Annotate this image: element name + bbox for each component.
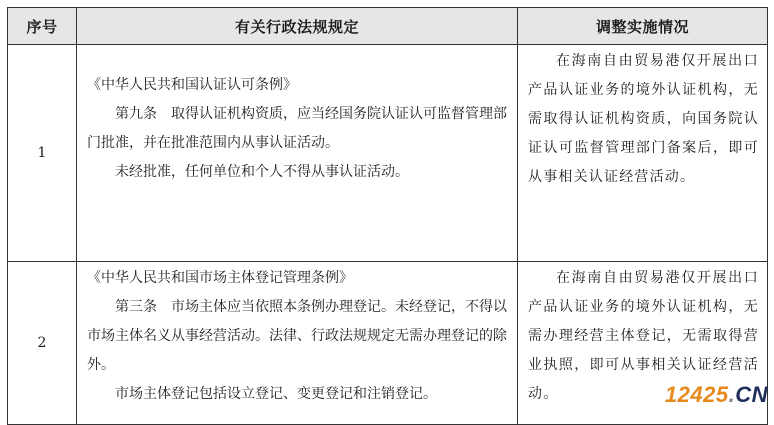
- table-header-row: [8, 8, 768, 45]
- regulation-article: 市场主体登记包括设立登记、变更登记和注销登记。: [115, 386, 437, 402]
- adjustment-cell: 在海南自由贸易港仅开展出口产品认证业务的境外认证机构，无需取得认证机构资质，向国务院认证认可监督管理部门备案后，即可从事相关认证经营活动。: [518, 45, 768, 262]
- watermark-number: 12425: [664, 382, 729, 407]
- site-watermark: [665, 383, 768, 407]
- regulation-cell: [77, 262, 518, 425]
- adjustment-cell: 在海南自由贸易港仅开展出口产品认证业务的境外认证机构，无需办理经营主体登记，无需取得营业执照，即可从事相关认证经营活动。: [518, 262, 768, 425]
- row-number: 1: [8, 45, 77, 262]
- header-serial-number: 序号: [8, 8, 77, 45]
- regulation-article: 第九条 取得认证机构资质，应当经国务院认证认可监督管理部门批准，并在批准范围内从事认证活动。: [87, 106, 507, 151]
- regulation-title: 《中华人民共和国认证认可条例》: [87, 77, 297, 93]
- row-number: 2: [8, 262, 77, 425]
- regulation-article: 第三条 市场主体应当依照本条例办理登记。未经登记，不得以市场主体名义从事经营活动。法律、行政法规规定无需办理登记的除外。: [87, 299, 507, 373]
- regulation-table: [7, 7, 768, 425]
- table-row: [8, 262, 768, 425]
- regulation-cell: [77, 45, 518, 262]
- header-regulation: 有关行政法规规定: [77, 8, 518, 45]
- table-row: [8, 45, 768, 262]
- header-adjustment: 调整实施情况: [518, 8, 768, 45]
- regulation-article: 未经批准，任何单位和个人不得从事认证活动。: [115, 164, 409, 180]
- watermark-cn: CN: [735, 382, 768, 407]
- watermark-dot: .: [728, 382, 736, 407]
- regulation-title: 《中华人民共和国市场主体登记管理条例》: [87, 270, 353, 286]
